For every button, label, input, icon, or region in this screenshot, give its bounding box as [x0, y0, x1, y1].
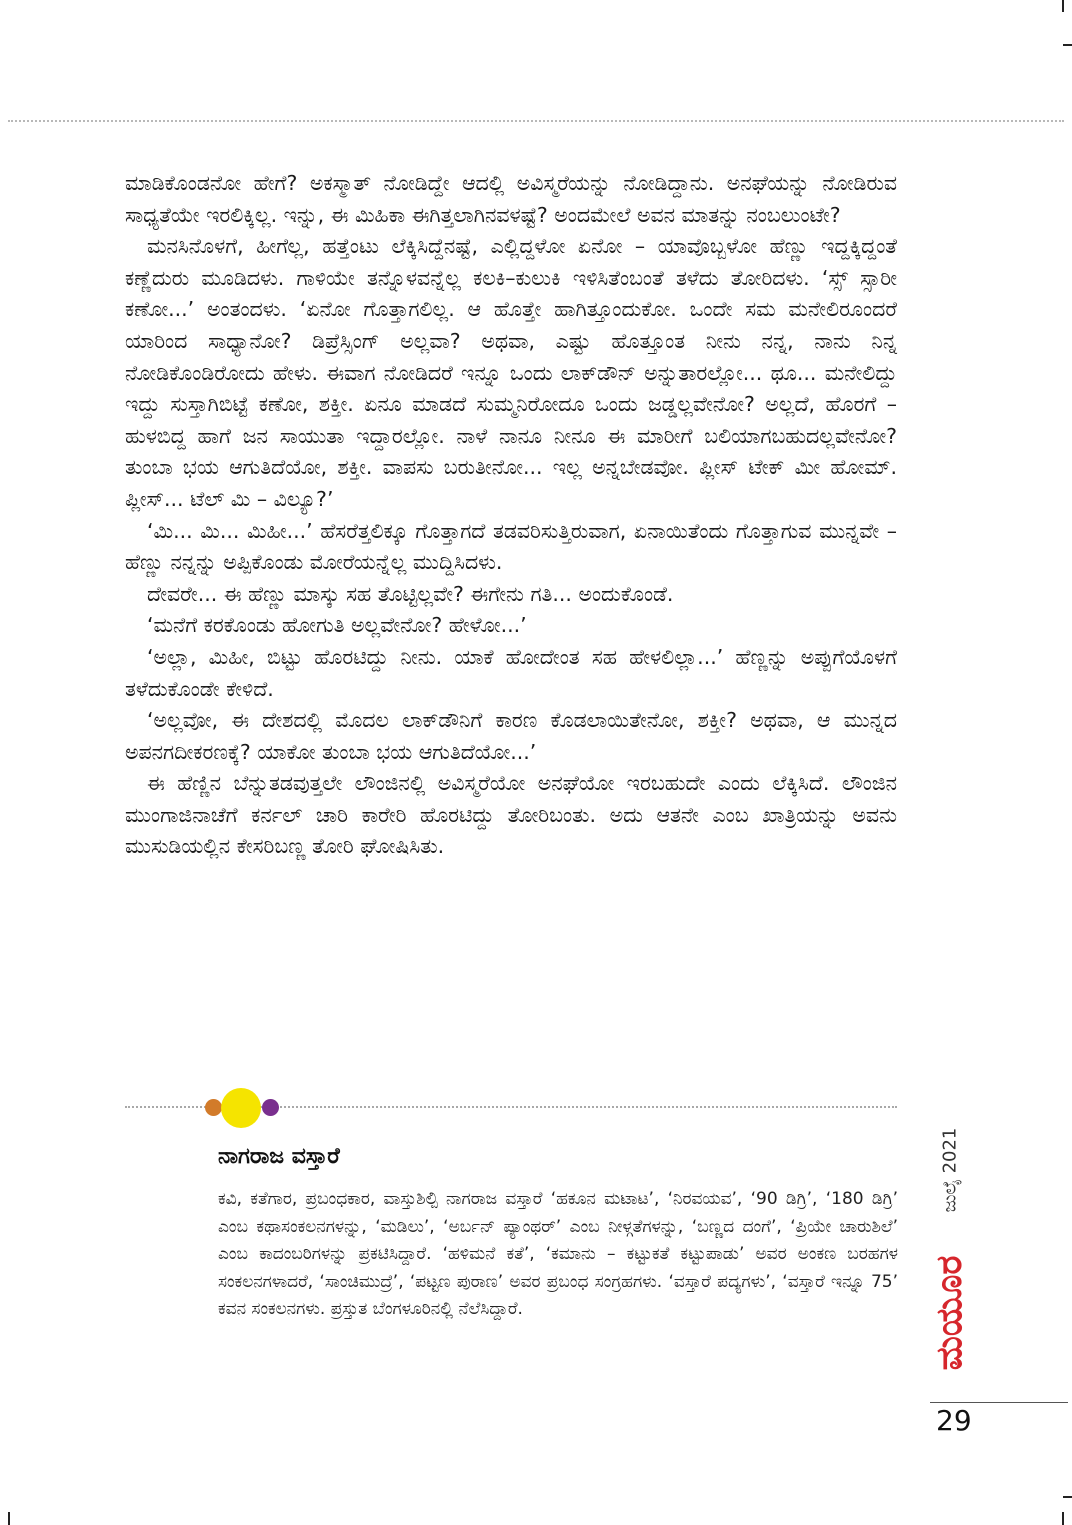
- issue-month: [930, 1110, 970, 1230]
- crop-mark: [1062, 0, 1064, 12]
- story-paragraph: ‘ಮಿ... ಮಿ... ಮಿಹೀ...’ ಹೆಸರೆತ್ತಲಿಕ್ಕೂ ಗೊತ್ತಾಗದೆ ತಡವರಿಸುತ್ತಿರುವಾಗ, ಏನಾಯಿತೆಂದು ಗೊತ್ತಾಗುವ ಮುನ್ನವೇ – ಹೆಣ್ಣು ನನ್ನನ್ನು ಅಪ್ಪಿಕೊಂಡು ಮೋರೆಯನ್ನೆಲ್ಲ ಮುದ್ದಿಸಿದಳು.: [125, 518, 897, 575]
- author-name: ನಾಗರಾಜ ವಸ್ತಾರೆ: [218, 1144, 340, 1169]
- story-paragraph: ‘ಅಲ್ಲವೋ, ಈ ದೇಶದಲ್ಲಿ ಮೊದಲ ಲಾಕ್‌ಡೌನಿಗೆ ಕಾರಣ ಕೊಡಲಾಯಿತೇನೋ, ಶಕ್ತೀ? ಅಥವಾ, ಆ ಮುನ್ನದ ಅಪನಗದೀಕರಣಕ್ಕೆ? ಯಾಕೋ ತುಂಬಾ ಭಯ ಆಗುತಿದೆಯೋ...’: [125, 708, 897, 764]
- story-paragraph: ದೇವರೇ... ಈ ಹೆಣ್ಣು ಮಾಸ್ಕು ಸಹ ತೊಟ್ಟಿಲ್ಲವೇ? ಈಗೇನು ಗತಿ... ಅಂದುಕೊಂಡೆ.: [147, 581, 674, 606]
- magazine-logo-text: ಮಯೂರ: [929, 1255, 970, 1371]
- crop-mark: [8, 1512, 10, 1525]
- orange-dot-icon: [205, 1099, 222, 1116]
- magazine-logo: [930, 1238, 970, 1388]
- purple-dot-icon: [262, 1099, 279, 1116]
- story-paragraph: ಮನಸಿನೊಳಗೆ, ಹೀಗೆಲ್ಲ, ಹತ್ತೆಂಟು ಲೆಕ್ಕಿಸಿದ್ದೆನಷ್ಟೆ, ಎಲ್ಲಿದ್ದಳೋ ಏನೋ – ಯಾವೊಬ್ಬಳೋ ಹೆಣ್ಣು ಇದ್ದಕ್ಕಿದ್ದಂತೆ ಕಣ್ಣೆದುರು ಮೂಡಿದಳು. ಗಾಳಿಯೇ ತನ್ನೊಳವನ್ನೆಲ್ಲ ಕಲಕಿ–ಕುಲುಕಿ ಇಳಿಸಿತೆಂಬಂತೆ ತಳೆದು ತೋರಿದಳು. ‘ಸ್ಸ್ ಸ್ಸಾರೀ ಕಣೋ...’ ಅಂತಂದಳು. ‘ಏನೋ ಗೊತ್ತಾಗಲಿಲ್ಲ. ಆ ಹೊತ್ತೇ ಹಾಗಿತ್ತೂಂದುಕೋ. ಒಂದೇ ಸಮ ಮನೇಲಿರೂಂದರೆ ಯಾರಿಂದ ಸಾಧ್ಯಾನೋ? ಡಿಪ್ರೆಸ್ಸಿಂಗ್ ಅಲ್ಲವಾ? ಅಥವಾ, ಎಷ್ಟು ಹೊತ್ತೂಂತ ನೀನು ನನ್ನ, ನಾನು ನಿನ್ನ ನೋಡಿಕೊಂಡಿರೋದು ಹೇಳು. ಈವಾಗ ನೋಡಿದರೆ ಇನ್ನೂ ಒಂದು ಲಾಕ್‌ಡೌನ್ ಅನ್ನುತಾರಲ್ಲೋ... ಥೂ... ಮನೇಲಿದ್ದು ಇದ್ದು ಸುಸ್ತಾಗಿಬಿಟ್ಟೆ ಕಣೋ, ಶಕ್ತೀ. ಏನೂ ಮಾಡದೆ ಸುಮ್ಮನಿರೋದೂ ಒಂದು ಜಡ್ಡಲ್ಲವೇನೋ? ಅಲ್ಲದೆ, ಹೊರಗೆ – ಹುಳಬಿದ್ದ ಹಾಗೆ ಜನ ಸಾಯುತಾ ಇದ್ದಾರಲ್ಲೋ. ನಾಳೆ ನಾನೂ ನೀನೂ ಈ ಮಾರೀಗೆ ಬಲಿಯಾಗಬಹುದಲ್ಲವೇನೋ? ತುಂಬಾ ಭಯ ಆಗುತಿದೆಯೋ, ಶಕ್ತೀ. ವಾಪಸು ಬರುತೀನೋ... ಇಲ್ಲ ಅನ್ನಬೇಡವೋ. ಪ್ಲೀಸ್ ಟೇಕ್ ಮೀ ಹೋಮ್. ಪ್ಲೀಸ್... ಟೆಲ್ ಮಿ – ವಿಲ್ಯೂ?’: [125, 234, 897, 511]
- crop-mark: [1062, 1512, 1064, 1525]
- crop-mark: [1063, 44, 1072, 46]
- page-number-rule: [930, 1402, 1068, 1403]
- story-paragraph: ‘ಅಲ್ಲಾ, ಮಿಹೀ, ಬಿಟ್ಟು ಹೊರಟಿದ್ದು ನೀನು. ಯಾಕೆ ಹೋದೇಂತ ಸಹ ಹೇಳಲಿಲ್ಲಾ...’ ಹೆಣ್ಣನ್ನು ಅಪ್ಪುಗೆಯೊಳಗೆ ತಳೆದುಕೊಂಡೇ ಕೇಳಿದೆ.: [125, 644, 897, 701]
- story-paragraph: ಮಾಡಿಕೊಂಡನೋ ಹೇಗೆ? ಅಕಸ್ಮಾತ್ ನೋಡಿದ್ದೇ ಆದಲ್ಲಿ ಅವಿಸ್ಮರೆಯನ್ನು ನೋಡಿದ್ದಾನು. ಅನಘೆಯನ್ನು ನೋಡಿರುವ ಸಾಧ್ಯತೆಯೇ ಇರಲಿಕ್ಕಿಲ್ಲ. ಇನ್ನು, ಈ ಮಿಹಿಕಾ ಈಗಿತ್ತಲಾಗಿನವಳಷ್ಟೆ? ಅಂದಮೇಲೆ ಅವನ ಮಾತನ್ನು ನಂಬಲುಂಟೇ?: [125, 171, 897, 227]
- story-paragraph: ‘ಮನೆಗೆ ಕರಕೊಂಡು ಹೋಗುತಿ ಅಲ್ಲವೇನೋ? ಹೇಳೋ...’: [147, 613, 527, 638]
- yellow-dot-icon: [221, 1088, 261, 1128]
- crop-mark: [1063, 1496, 1072, 1498]
- story-paragraph: ಈ ಹೆಣ್ಣಿನ ಬೆನ್ನುತಡವುತ್ತಲೇ ಲೌಂಜಿನಲ್ಲಿ ಅವಿಸ್ಮರೆಯೋ ಅನಘೆಯೋ ಇರಬಹುದೇ ಎಂದು ಲೆಕ್ಕಿಸಿದೆ. ಲೌಂಜಿನ ಮುಂಗಾಜಿನಾಚೆಗೆ ಕರ್ನಲ್ ಚಾರಿ ಕಾರೇರಿ ಹೊರಟಿದ್ದು ತೋರಿಬಂತು. ಅದು ಆತನೇ ಎಂಬ ಖಾತ್ರಿಯನ್ನು ಅವನು ಮುಸುಡಿಯಲ್ಲಿನ ಕೇಸರಿಬಣ್ಣ ತೋರಿ ಘೋಷಿಸಿತು.: [125, 771, 897, 859]
- story-body: [125, 168, 897, 863]
- page-number: 29: [936, 1404, 972, 1437]
- header-dotted-rule: [8, 120, 1064, 122]
- author-bio: ಕವಿ, ಕತೆಗಾರ, ಪ್ರಬಂಧಕಾರ, ವಾಸ್ತುಶಿಲ್ಪಿ ನಾಗರಾಜ ವಸ್ತಾರೆ ‘ಹಕೂನ ಮಟಾಟ’, ‘ನಿರವಯವ’, ‘90 ಡಿಗ್ರಿ’, ‘180 ಡಿಗ್ರಿ’ ಎಂಬ ಕಥಾಸಂಕಲನಗಳನ್ನು, ‘ಮಡಿಲು’, ‘ಅರ್ಬನ್ ಪ್ಯಾಂಥರ್’ ಎಂಬ ನೀಳ್ಗತೆಗಳನ್ನು, ‘ಬಣ್ಣದ ದಂಗೆ’, ‘ಪ್ರಿಯೇ ಚಾರುಶಿಲೆ’ ಎಂಬ ಕಾದಂಬರಿಗಳನ್ನು ಪ್ರಕಟಿಸಿದ್ದಾರೆ. ‘ಹಳಿಮನೆ ಕತೆ’, ‘ಕಮಾನು – ಕಟ್ಟುಕತೆ ಕಟ್ಟುಪಾಡು’ ಅವರ ಅಂಕಣ ಬರಹಗಳ ಸಂಕಲನಗಳಾದರೆ, ‘ಸಾಂಚಿಮುದ್ರೆ’, ‘ಪಟ್ಟಣ ಪುರಾಣ’ ಅವರ ಪ್ರಬಂಧ ಸಂಗ್ರಹಗಳು. ‘ವಸ್ತಾರೆ ಪದ್ಯಗಳು’, ‘ವಸ್ತಾರೆ ಇನ್ನೂ 75’ ಕವನ ಸಂಕಲನಗಳು. ಪ್ರಸ್ತುತ ಬೆಂಗಳೂರಿನಲ್ಲಿ ನೆಲೆಸಿದ್ದಾರೆ.: [218, 1189, 898, 1319]
- side-margin: [930, 1110, 970, 1410]
- issue-month-text: ಜುಲೈ 2021: [939, 1127, 961, 1213]
